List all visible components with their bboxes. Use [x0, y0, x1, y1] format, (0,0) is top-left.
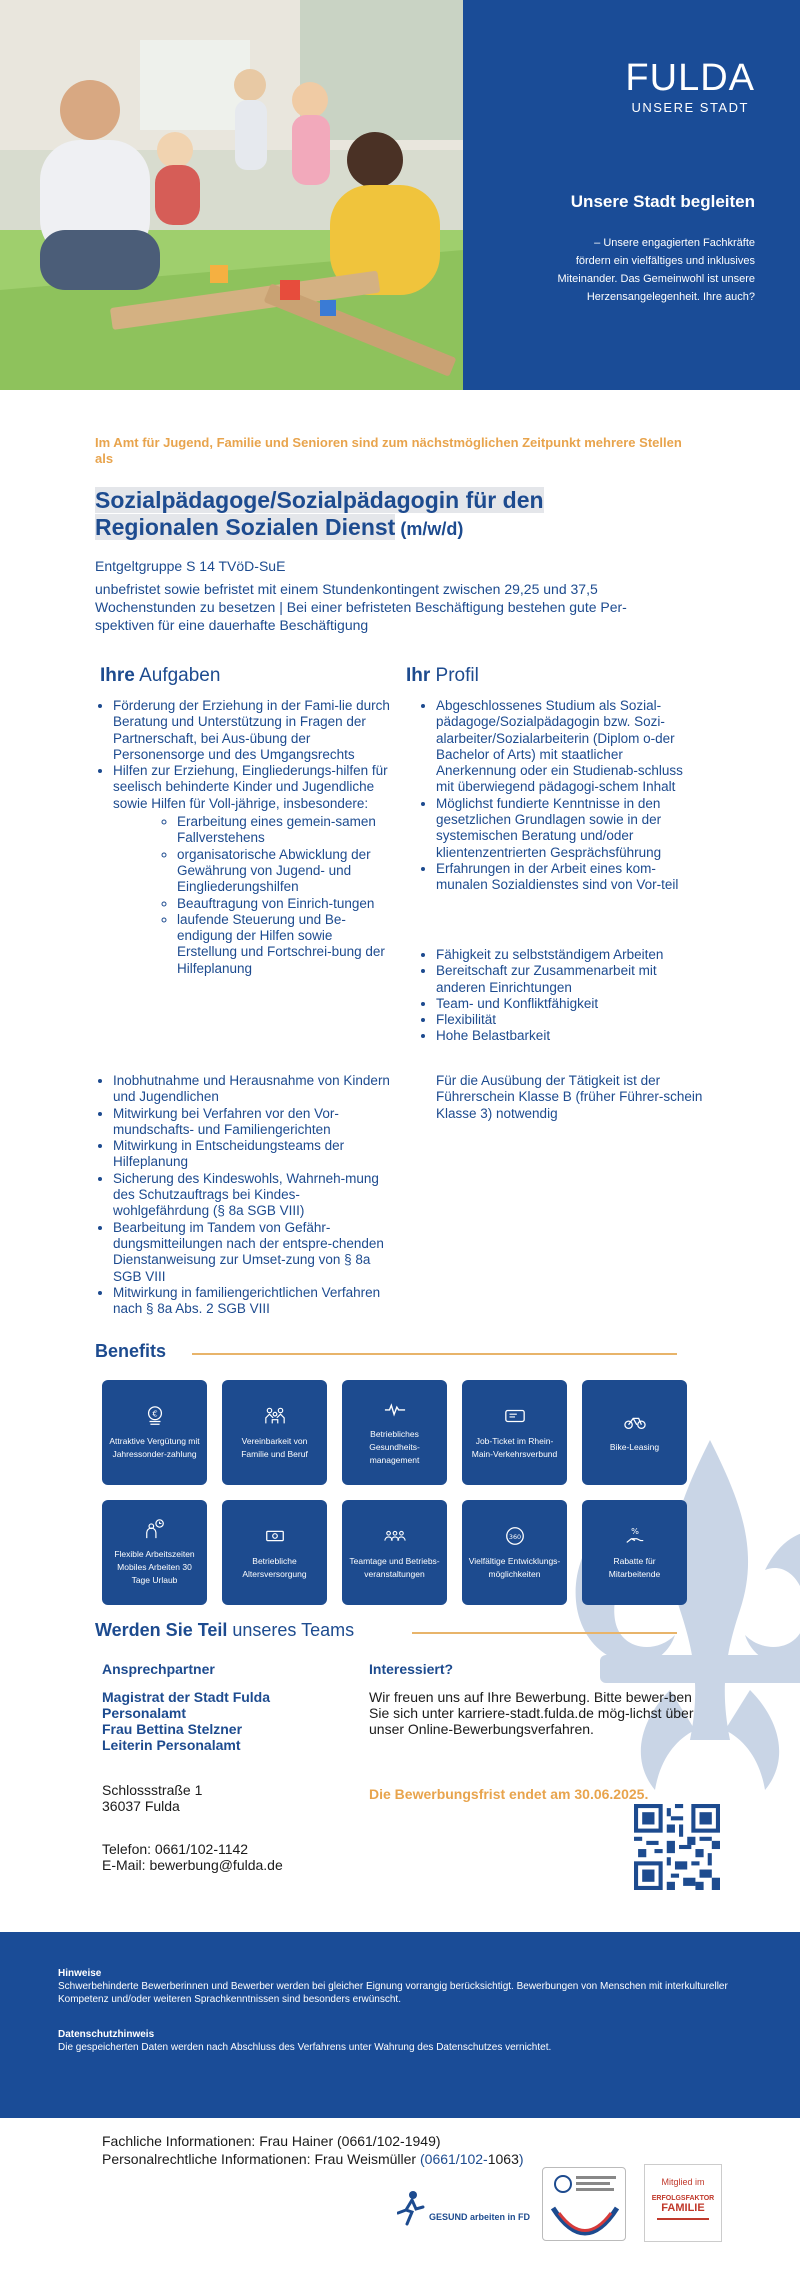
benefits-heading: Benefits	[95, 1341, 167, 1361]
running-figure-icon	[397, 2190, 427, 2226]
contact-address	[102, 1782, 202, 1814]
claim-line: Miteinander. Das Gemeinwohl ist unsere	[557, 273, 755, 285]
list-item: • Inobhutnahme und Herausnahme von Kindern und Jugendlichen	[113, 1073, 395, 1106]
contact-heading: Ansprechpartner	[102, 1661, 215, 1677]
benefit-label: Job-Ticket im Rhein-Main-Verkehrsverbund	[471, 1435, 558, 1459]
hero-banner	[0, 0, 800, 390]
list-item-text: Hilfen zur Erziehung, Eingliederungs-hilfen für seelisch behinderte Kinder und Jugendliche sowie Hilfen für Voll-jährige, insbesondere:	[113, 763, 388, 811]
benefit-label: Vielfältige Entwicklungs-möglichkeiten	[468, 1555, 561, 1579]
intro-text: Im Amt für Jugend, Familie und Senioren sind zum nächstmöglichen Zeitpunkt mehrere Stellen als	[95, 435, 682, 466]
list-item: • Mitwirkung in familiengerichtlichen Verfahren nach § 8a Abs. 2 SGB VIII	[113, 1285, 395, 1318]
logo-tagline: UNSERE STADT	[631, 100, 749, 115]
list-item: • Team- und Konfliktfähigkeit	[436, 996, 703, 1012]
job-title-suffix: (m/w/d)	[395, 519, 464, 539]
list-item: • Flexibilität	[436, 1012, 703, 1028]
contact-org	[102, 1689, 270, 1753]
gesund-label: GESUND arbeiten in FD	[429, 2212, 531, 2222]
list-item	[113, 763, 395, 977]
team-icon	[384, 1525, 406, 1547]
sub-list-item: ◦ laufende Steuerung und Be-endigung der Hilfen sowie Erstellung und Fortschrei-bung der Hilfeplanung	[177, 912, 395, 977]
benefit-tile	[102, 1380, 207, 1485]
profile-list-a	[418, 698, 703, 894]
info-line-2-close: )	[518, 2151, 524, 2167]
tasks-list-b	[95, 1073, 395, 1317]
clock-person-icon	[144, 1518, 166, 1540]
benefit-tile	[342, 1500, 447, 1605]
benefit-label: Vereinbarkeit von Familie und Beruf	[241, 1435, 308, 1459]
badge-rule	[657, 2218, 709, 2220]
terms-line: Wochenstunden zu besetzen | Bei einer befristeten Beschäftigung bestehen gute Per-	[95, 599, 627, 615]
benefit-label: Teamtage und Betriebs-veranstaltungen	[349, 1555, 440, 1579]
profile-heading	[406, 665, 479, 687]
footer-notes	[0, 1932, 800, 2118]
claim-line: fördern ein vielfältiges und inklusives	[575, 255, 755, 267]
list-item: • Bearbeitung im Tandem von Gefähr-dungsmitteilungen nach der entspre-chenden Dienstanweisung zur Umset-zung von § 8a SGB VIII	[113, 1220, 395, 1285]
sub-list-item: ◦ organisatorische Abwicklung der Gewährung von Jugend- und Eingliederungshilfen	[177, 847, 395, 896]
hero-claim	[495, 192, 755, 306]
svg-text:360: 360	[508, 1532, 521, 1541]
benefit-tile	[102, 1500, 207, 1605]
list-item: • Mitwirkung bei Verfahren vor den Vor-mundschafts- und Familiengerichten	[113, 1106, 395, 1139]
percent-icon	[624, 1525, 646, 1547]
coins-icon	[144, 1405, 166, 1427]
team-heading-bold: Werden Sie Teil	[95, 1620, 228, 1640]
address-line: 36037 Fulda	[102, 1798, 180, 1814]
bike-icon	[624, 1411, 646, 1433]
contact-phone: Telefon: 0661/102-1142	[102, 1841, 249, 1857]
terms-line: unbefristet sowie befristet mit einem Stundenkontingent zwischen 29,25 und 37,5	[95, 581, 598, 597]
list-item: • Bereitschaft zur Zusammenarbeit mit anderen Einrichtungen	[436, 963, 703, 996]
hero-text-panel	[463, 0, 800, 390]
contact-line: Frau Bettina Stelzner	[102, 1721, 243, 1737]
interest-text: Wir freuen uns auf Ihre Bewerbung. Bitte bewer-ben Sie sich unter karriere-stadt.fulda.de mög-lichst über unser Online-Bewerbungsverfahren.	[369, 1689, 694, 1737]
badge-familie: FAMILIE	[661, 2202, 705, 2214]
list-item: • Möglichst fundierte Kenntnisse in den gesetzlichen Grundlagen sowie in der systemischen Beratung und/oder klientenzentrierten Gesprächsführung	[436, 796, 703, 861]
list-item: • Mitwirkung in Entscheidungsteams der Hilfeplanung	[113, 1138, 395, 1171]
award-heart-icon	[543, 2168, 627, 2242]
list-item: • Sicherung des Kindeswohls, Wahrneh-mung des Schutzauftrags bei Kindes-wohlgefährdung (§ 8a SGB VIII)	[113, 1171, 395, 1220]
hint-block	[58, 1967, 758, 2006]
contact-line: Personalamt	[102, 1705, 187, 1721]
tasks-heading-rest: Aufgaben	[134, 665, 221, 686]
profile-heading-bold: Ihr	[406, 665, 431, 686]
badge-erfolgsfaktor: ERFOLGSFAKTOR	[651, 2195, 715, 2202]
benefit-tile	[222, 1380, 327, 1485]
gesund-arbeiten-badge	[397, 2190, 530, 2226]
info-line-2	[102, 2150, 524, 2168]
benefit-label: Betriebliches Gesundheits-management	[369, 1429, 420, 1465]
svg-text:€: €	[151, 1407, 158, 1418]
address-line: Schlossstraße 1	[102, 1782, 203, 1798]
tasks-heading	[100, 665, 220, 687]
privacy-block	[58, 2028, 758, 2054]
list-item: • Förderung der Erziehung in der Fami-lie durch Beratung und Unterstützung in Fragen der Partnerschaft, bei Aus-übung der Personensorge und des Umgangsrechts	[113, 698, 395, 763]
info-line-1: Fachliche Informationen: Frau Hainer (0661/102-1949)	[102, 2133, 441, 2149]
employment-terms	[95, 580, 705, 634]
employer-award-badge	[542, 2167, 626, 2241]
hint-text: Schwerbehinderte Bewerberinnen und Bewerber werden bei gleicher Eignung vorrangig berücksichtigt. Bewerbungen von Menschen mit interkultureller Kompetenz und/oder weiteren Sprachkenntnissen sind besonders erwünscht.	[58, 1981, 728, 2005]
list-item: • Hohe Belastbarkeit	[436, 1028, 703, 1044]
deadline-text: Die Bewerbungsfrist endet am 30.06.2025.	[369, 1786, 649, 1802]
benefit-label: Flexible Arbeitszeiten Mobiles Arbeiten 30 Tage Urlaub	[114, 1549, 195, 1585]
contact-line: Leiterin Personalamt	[102, 1737, 241, 1753]
tasks-list-a	[95, 698, 395, 977]
job-title-line2: Regionalen Sozialen Dienst	[95, 514, 396, 540]
license-note: Für die Ausübung der Tätigkeit ist der Führerschein Klasse B (früher Führer-schein Klasse 3) notwendig	[436, 1073, 703, 1121]
team-divider	[412, 1632, 677, 1634]
list-item: • Fähigkeit zu selbstständigem Arbeiten	[436, 947, 703, 963]
benefits-divider	[192, 1353, 677, 1355]
svg-text:%: %	[630, 1525, 639, 1536]
claim-title: Unsere Stadt begleiten	[570, 192, 755, 211]
logo-wordmark: FULDA	[625, 57, 755, 99]
ticket-icon	[504, 1405, 526, 1427]
info-line-2-text: Personalrechtliche Informationen: Frau Weismüller	[102, 2151, 420, 2167]
profile-heading-rest: Profil	[430, 665, 479, 686]
profile-list-b	[418, 947, 703, 1045]
money-icon	[264, 1525, 286, 1547]
list-item: • Erfahrungen in der Arbeit eines kom-munalen Sozialdienstes sind von Vor-teil	[436, 861, 703, 894]
terms-line: spektiven für eine dauerhafte Beschäftigung	[95, 617, 369, 633]
fleur-de-lis-watermark	[560, 1440, 800, 1800]
benefit-tile	[462, 1500, 567, 1605]
info-line-2-phone-ext: 1063	[487, 2151, 519, 2167]
360-icon	[504, 1525, 526, 1547]
benefit-label: Rabatte für Mitarbeitende	[608, 1555, 661, 1579]
benefit-tile	[582, 1380, 687, 1485]
hint-heading: Hinweise	[58, 1968, 102, 1979]
team-heading-rest: unseres Teams	[227, 1620, 355, 1640]
info-line-2-phone-prefix: (0661/102-	[420, 2151, 488, 2167]
list-item: • Abgeschlossenes Studium als Sozial-pädagoge/Sozialpädagogin bzw. Sozi-alarbeiter/Sozialarbeiterin (Diplom o-der Bachelor of Arts) mit staatlicher Anerkennung oder ein Studienab-schluss mit überwiegend pädagogi-schem Inhalt	[436, 698, 703, 796]
interest-heading: Interessiert?	[369, 1661, 454, 1677]
info-contacts	[102, 2132, 524, 2168]
sub-list-item: ◦ Erarbeitung eines gemein-samen Fallverstehens	[177, 814, 395, 847]
job-title	[95, 487, 655, 543]
benefit-tile	[582, 1500, 687, 1605]
contact-line: Magistrat der Stadt Fulda	[102, 1689, 271, 1705]
contact-email[interactable]: E-Mail: bewerbung@fulda.de	[102, 1857, 283, 1873]
claim-line: Herzensangelegenheit. Ihre auch?	[586, 291, 755, 303]
family-icon	[264, 1405, 286, 1427]
sub-list-item: ◦ Beauftragung von Einrich-tungen	[177, 896, 395, 912]
heartbeat-icon	[384, 1398, 406, 1420]
job-title-line1: Sozialpädagoge/Sozialpädagogin für den	[95, 487, 544, 513]
fulda-logo	[625, 58, 755, 115]
qr-code[interactable]	[634, 1804, 720, 1890]
privacy-heading: Datenschutzhinweis	[58, 2029, 155, 2040]
benefit-label: Attraktive Vergütung mit Jahressonder-zahlung	[109, 1435, 200, 1459]
team-heading	[95, 1620, 354, 1641]
erfolgsfaktor-familie-badge	[644, 2164, 722, 2242]
classroom-photo-illustration	[0, 0, 463, 390]
benefit-tile	[222, 1500, 327, 1605]
badge-member-text: Mitglied im	[661, 2177, 705, 2187]
pay-group: Entgeltgruppe S 14 TVöD-SuE	[95, 558, 286, 574]
benefit-tile	[462, 1380, 567, 1485]
benefit-label: Bike-Leasing	[609, 1442, 660, 1452]
benefit-tile	[342, 1380, 447, 1485]
privacy-text: Die gespeicherten Daten werden nach Abschluss des Verfahrens unter Wahrung des Datenschutzes vernichtet.	[58, 2042, 552, 2053]
tasks-heading-bold: Ihre	[100, 665, 135, 686]
benefit-label: Betriebliche Altersversorgung	[242, 1555, 307, 1579]
hero-photo	[0, 0, 463, 390]
claim-line: – Unsere engagierten Fachkräfte	[594, 237, 755, 249]
